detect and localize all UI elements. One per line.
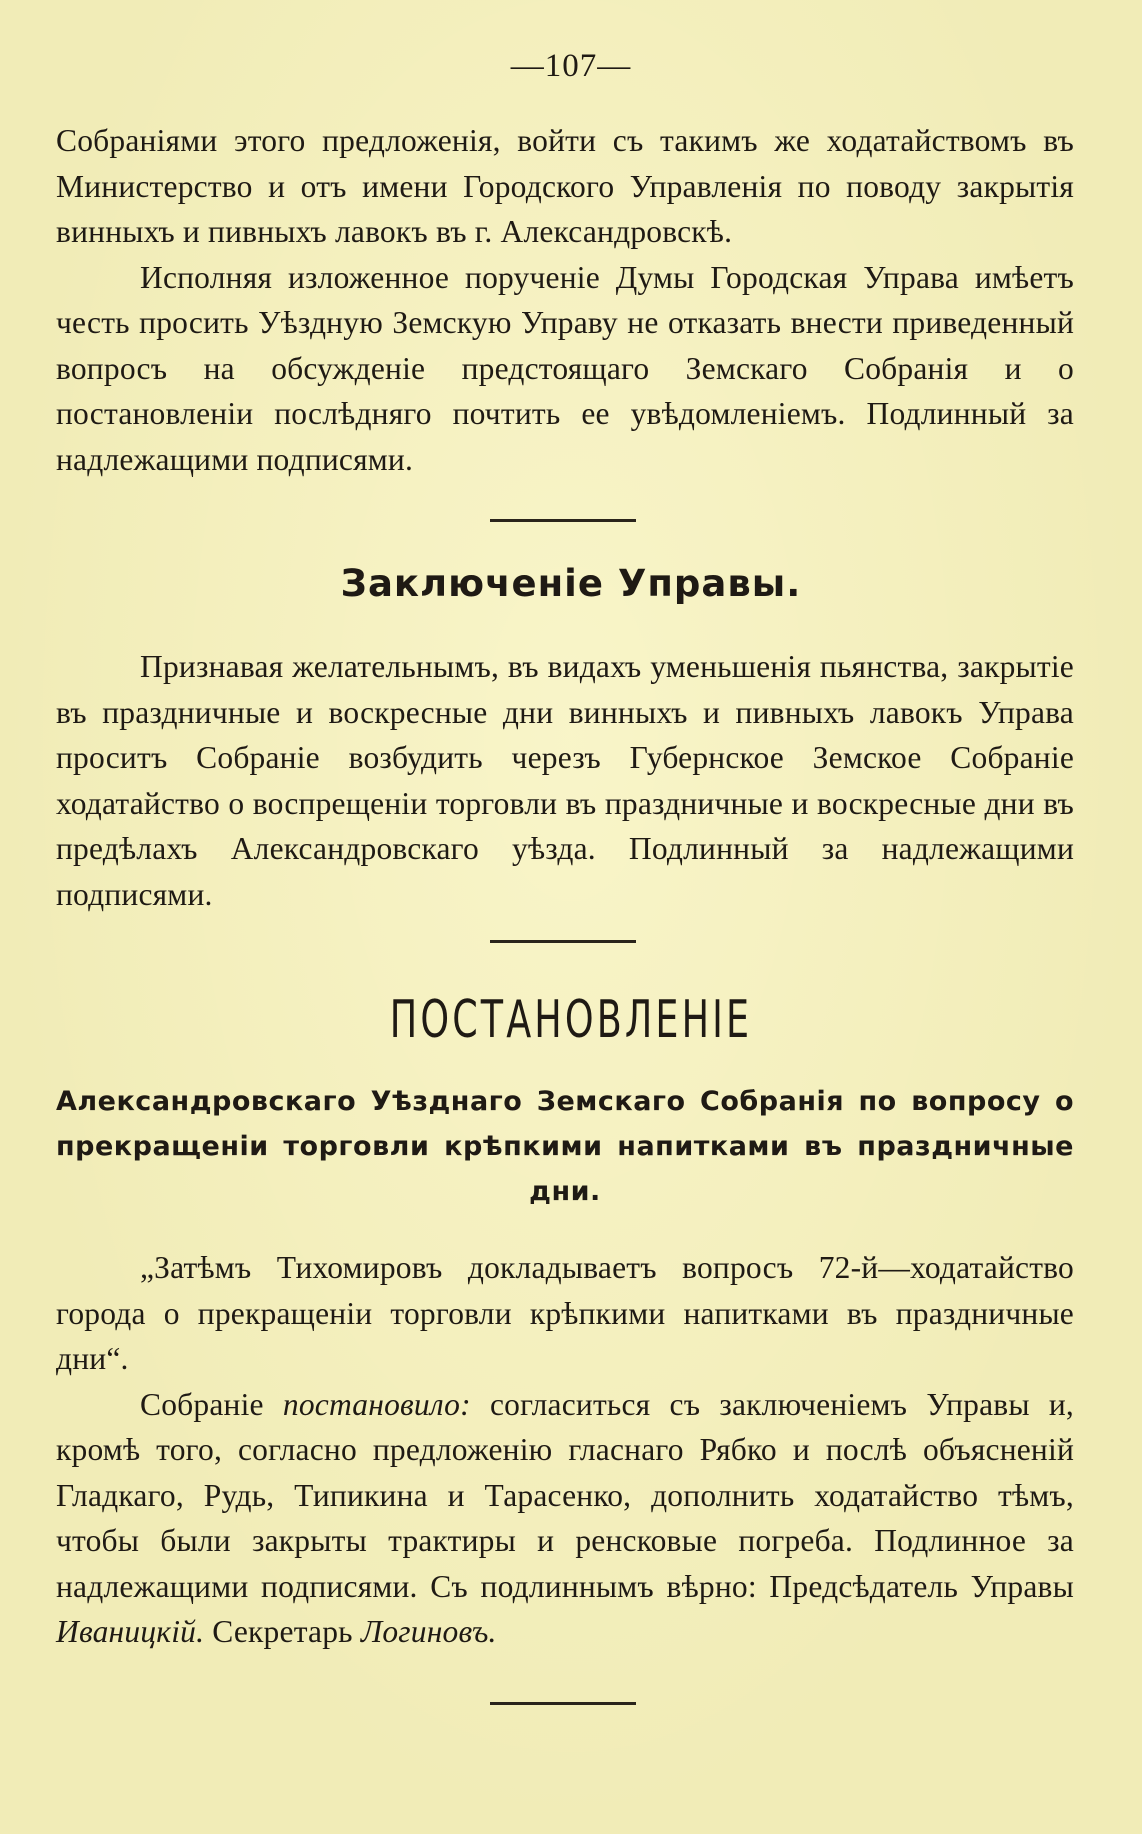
resolution-subtitle: Александровскаго Уѣзднаго Земскаго Собранія по вопросу о прекращеніи торговли крѣпкими напитками въ праздничные дни.: [56, 1086, 1074, 1207]
section-divider-2: [490, 940, 636, 943]
conclusion-heading: Заключеніе Управы.: [340, 562, 802, 605]
conclusion-paragraph: Признавая желательнымъ, въ видахъ уменьшенія пьянства, закрытіе въ праздничные и воскресные дни винныхъ и пивныхъ лавокъ Управа проситъ Собраніе возбудить черезъ Губернское Земское Собраніе ходатайство о воспрещеніи торговли въ праздничные и воскресные дни въ предѣлахъ Александровскаго уѣзда. Подлинный за надлежащими подписями.: [56, 649, 1074, 912]
section-divider-3: [490, 1702, 636, 1705]
resolution-p2-middle: согласиться съ заключеніемъ Управы и, кромѣ того, согласно предложенію гласнаго Рябко и послѣ объясненій Гладкаго, Рудь, Типикина и Тарасенко, дополнить ходатайство тѣмъ, чтобы были закрыты трактиры и ренсковые погреба. Подлинное за надлежащими подписями. Съ подлиннымъ вѣрно: Предсѣдатель Управы: [56, 1386, 1074, 1604]
intro-section: [56, 118, 1074, 482]
page-number: —107—: [510, 48, 632, 84]
resolution-p2-start: Собраніе: [140, 1386, 283, 1422]
resolution-decided-word: постановило:: [282, 1386, 471, 1422]
intro-paragraph-1: Собраніями этого предложенія, войти съ такимъ же ходатайствомъ въ Министерство и отъ имени Городского Управленія по поводу закрытія винныхъ и пивныхъ лавокъ въ г. Александровскѣ.: [56, 123, 1074, 249]
intro-paragraph-2: Исполняя изложенное порученіе Думы Городская Управа имѣетъ честь просить Уѣздную Земскую Управу не отказать внести приведенный вопросъ на обсужденіе предстоящаго Земскаго Собранія и о постановленіи послѣдняго почтить ее увѣдомленіемъ. Подлинный за надлежащими подписями.: [56, 259, 1074, 477]
secretary-signature: Логиновъ.: [360, 1614, 497, 1649]
secretary-label: Секретарь: [204, 1614, 361, 1649]
resolution-section: [56, 1245, 1074, 1655]
conclusion-section: [56, 644, 1074, 917]
resolution-paragraph-2: [56, 1382, 1074, 1655]
resolution-paragraph-1: „Затѣмъ Тихомировъ докладываетъ вопросъ 72-й—ходатайство города о прекращеніи торговли крѣпкими напитками въ праздничные дни“.: [56, 1250, 1074, 1376]
chairman-signature: Иваницкій.: [56, 1614, 205, 1649]
resolution-heading: ПОСТАНОВЛЕНІЕ: [389, 990, 753, 1050]
section-divider-1: [490, 519, 636, 522]
